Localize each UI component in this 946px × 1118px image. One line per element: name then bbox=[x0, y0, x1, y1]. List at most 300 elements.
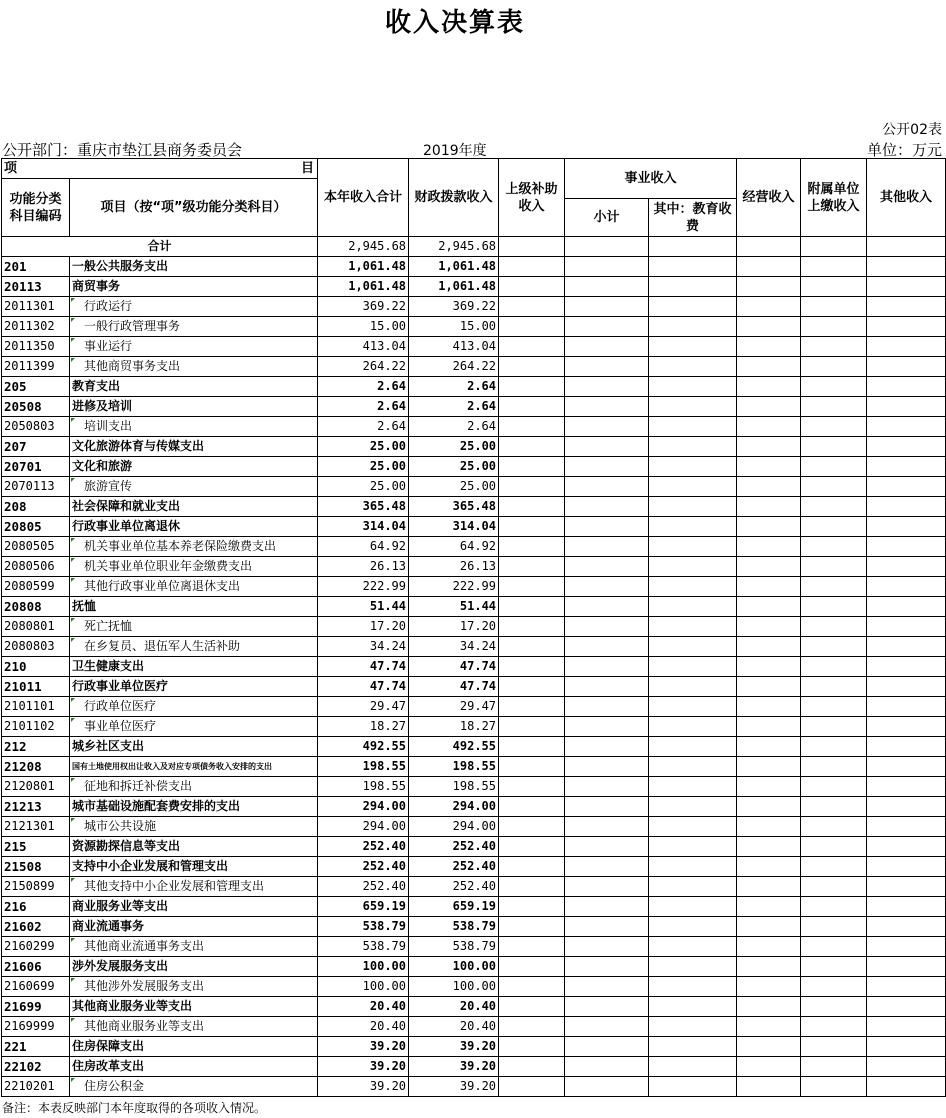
empty-cell bbox=[801, 257, 867, 277]
row-fiscal: 252.40 bbox=[409, 877, 499, 897]
empty-cell bbox=[565, 1037, 649, 1057]
row-name: 城市公共设施 bbox=[70, 817, 318, 837]
table-row bbox=[2, 697, 946, 717]
empty-cell bbox=[801, 577, 867, 597]
row-total: 100.00 bbox=[318, 977, 409, 997]
empty-cell bbox=[649, 617, 737, 637]
row-code: 20805 bbox=[2, 517, 70, 537]
row-fiscal: 492.55 bbox=[409, 737, 499, 757]
empty-cell bbox=[801, 897, 867, 917]
empty-cell bbox=[565, 757, 649, 777]
row-code: 2080599 bbox=[2, 577, 70, 597]
row-name: 社会保障和就业支出 bbox=[70, 497, 318, 517]
table-row bbox=[2, 337, 946, 357]
empty-cell bbox=[867, 537, 946, 557]
row-fiscal: 47.74 bbox=[409, 677, 499, 697]
table-row bbox=[2, 517, 946, 537]
empty-cell bbox=[565, 297, 649, 317]
empty-cell bbox=[867, 437, 946, 457]
row-total: 25.00 bbox=[318, 437, 409, 457]
empty-cell bbox=[649, 797, 737, 817]
row-total: 25.00 bbox=[318, 457, 409, 477]
row-total: 252.40 bbox=[318, 857, 409, 877]
row-name: 其他商业服务业等支出 bbox=[70, 997, 318, 1017]
row-total: 2.64 bbox=[318, 377, 409, 397]
empty-cell bbox=[649, 237, 737, 257]
empty-cell bbox=[565, 977, 649, 997]
income-table bbox=[1, 158, 946, 1097]
empty-cell bbox=[737, 417, 801, 437]
empty-cell bbox=[565, 437, 649, 457]
empty-cell bbox=[499, 257, 565, 277]
empty-cell bbox=[867, 857, 946, 877]
empty-cell bbox=[499, 757, 565, 777]
empty-cell bbox=[737, 357, 801, 377]
empty-cell bbox=[649, 597, 737, 617]
table-row bbox=[2, 317, 946, 337]
row-total: 538.79 bbox=[318, 937, 409, 957]
row-total: 25.00 bbox=[318, 477, 409, 497]
empty-cell bbox=[737, 257, 801, 277]
table-header bbox=[2, 159, 946, 237]
empty-cell bbox=[737, 677, 801, 697]
empty-cell bbox=[565, 517, 649, 537]
row-fiscal: 25.00 bbox=[409, 477, 499, 497]
empty-cell bbox=[737, 577, 801, 597]
empty-cell bbox=[867, 297, 946, 317]
header-total: 本年收入合计 bbox=[318, 159, 409, 237]
row-code: 21213 bbox=[2, 797, 70, 817]
row-total: 39.20 bbox=[318, 1037, 409, 1057]
empty-cell bbox=[801, 537, 867, 557]
empty-cell bbox=[565, 577, 649, 597]
row-code: 2169999 bbox=[2, 1017, 70, 1037]
empty-cell bbox=[867, 677, 946, 697]
row-fiscal: 538.79 bbox=[409, 917, 499, 937]
header-subtotal: 小计 bbox=[565, 199, 649, 237]
row-code: 2121301 bbox=[2, 817, 70, 837]
empty-cell bbox=[649, 837, 737, 857]
row-fiscal: 294.00 bbox=[409, 797, 499, 817]
row-fiscal: 20.40 bbox=[409, 997, 499, 1017]
table-row bbox=[2, 277, 946, 297]
empty-cell bbox=[801, 677, 867, 697]
table-row bbox=[2, 937, 946, 957]
empty-cell bbox=[499, 637, 565, 657]
empty-cell bbox=[649, 697, 737, 717]
empty-cell bbox=[801, 597, 867, 617]
empty-cell bbox=[801, 737, 867, 757]
empty-cell bbox=[649, 877, 737, 897]
row-name: 进修及培训 bbox=[70, 397, 318, 417]
empty-cell bbox=[801, 957, 867, 977]
empty-cell bbox=[801, 377, 867, 397]
row-total: 20.40 bbox=[318, 997, 409, 1017]
empty-cell bbox=[867, 317, 946, 337]
row-total: 20.40 bbox=[318, 1017, 409, 1037]
row-total: 17.20 bbox=[318, 617, 409, 637]
empty-cell bbox=[737, 277, 801, 297]
row-code: 2070113 bbox=[2, 477, 70, 497]
row-name: 卫生健康支出 bbox=[70, 657, 318, 677]
empty-cell bbox=[649, 477, 737, 497]
empty-cell bbox=[737, 657, 801, 677]
empty-cell bbox=[737, 437, 801, 457]
empty-cell bbox=[867, 837, 946, 857]
unit-label: 单位：万元 bbox=[866, 141, 942, 159]
empty-cell bbox=[565, 617, 649, 637]
empty-cell bbox=[565, 337, 649, 357]
table-row bbox=[2, 557, 946, 577]
empty-cell bbox=[499, 577, 565, 597]
empty-cell bbox=[867, 1037, 946, 1057]
form-number: 公开02表 bbox=[882, 122, 942, 138]
empty-cell bbox=[737, 977, 801, 997]
empty-cell bbox=[801, 1077, 867, 1097]
row-code: 22102 bbox=[2, 1057, 70, 1077]
empty-cell bbox=[499, 317, 565, 337]
row-name: 城市基础设施配套费安排的支出 bbox=[70, 797, 318, 817]
empty-cell bbox=[737, 757, 801, 777]
empty-cell bbox=[737, 477, 801, 497]
row-fiscal: 1,061.48 bbox=[409, 277, 499, 297]
table-row bbox=[2, 977, 946, 997]
empty-cell bbox=[801, 757, 867, 777]
row-name: 行政单位医疗 bbox=[70, 697, 318, 717]
empty-cell bbox=[565, 697, 649, 717]
table-row bbox=[2, 797, 946, 817]
row-name: 支持中小企业发展和管理支出 bbox=[70, 857, 318, 877]
row-total: 26.13 bbox=[318, 557, 409, 577]
row-fiscal: 222.99 bbox=[409, 577, 499, 597]
empty-cell bbox=[867, 817, 946, 837]
empty-cell bbox=[649, 937, 737, 957]
empty-cell bbox=[867, 597, 946, 617]
empty-cell bbox=[801, 497, 867, 517]
table-row bbox=[2, 817, 946, 837]
row-name: 征地和拆迁补偿支出 bbox=[70, 777, 318, 797]
row-code: 20508 bbox=[2, 397, 70, 417]
row-code: 215 bbox=[2, 837, 70, 857]
empty-cell bbox=[499, 277, 565, 297]
empty-cell bbox=[499, 417, 565, 437]
empty-cell bbox=[801, 697, 867, 717]
row-code: 2160699 bbox=[2, 977, 70, 997]
empty-cell bbox=[737, 917, 801, 937]
row-fiscal: 18.27 bbox=[409, 717, 499, 737]
empty-cell bbox=[867, 637, 946, 657]
empty-cell bbox=[867, 877, 946, 897]
empty-cell bbox=[499, 617, 565, 637]
row-code: 2080506 bbox=[2, 557, 70, 577]
empty-cell bbox=[565, 1017, 649, 1037]
table-row bbox=[2, 497, 946, 517]
row-name: 行政事业单位离退休 bbox=[70, 517, 318, 537]
table-row bbox=[2, 457, 946, 477]
row-code: 2101102 bbox=[2, 717, 70, 737]
empty-cell bbox=[737, 637, 801, 657]
empty-cell bbox=[737, 1057, 801, 1077]
empty-cell bbox=[801, 1037, 867, 1057]
empty-cell bbox=[801, 557, 867, 577]
empty-cell bbox=[649, 557, 737, 577]
row-name: 其他涉外发展服务支出 bbox=[70, 977, 318, 997]
empty-cell bbox=[737, 1017, 801, 1037]
empty-cell bbox=[737, 697, 801, 717]
empty-cell bbox=[737, 1037, 801, 1057]
page-title: 收入决算表 bbox=[384, 8, 525, 38]
row-name: 其他商业流通事务支出 bbox=[70, 937, 318, 957]
empty-cell bbox=[867, 457, 946, 477]
empty-cell bbox=[565, 1077, 649, 1097]
row-name: 商业服务业等支出 bbox=[70, 897, 318, 917]
row-total: 15.00 bbox=[318, 317, 409, 337]
row-total: 365.48 bbox=[318, 497, 409, 517]
empty-cell bbox=[801, 617, 867, 637]
empty-cell bbox=[801, 437, 867, 457]
row-total: 294.00 bbox=[318, 817, 409, 837]
row-code: 20113 bbox=[2, 277, 70, 297]
table-row bbox=[2, 657, 946, 677]
empty-cell bbox=[737, 717, 801, 737]
empty-cell bbox=[499, 697, 565, 717]
empty-cell bbox=[565, 637, 649, 657]
table-row bbox=[2, 897, 946, 917]
empty-cell bbox=[565, 937, 649, 957]
row-total: 222.99 bbox=[318, 577, 409, 597]
empty-cell bbox=[737, 317, 801, 337]
empty-cell bbox=[801, 937, 867, 957]
empty-cell bbox=[737, 797, 801, 817]
empty-cell bbox=[867, 737, 946, 757]
empty-cell bbox=[867, 897, 946, 917]
empty-cell bbox=[737, 297, 801, 317]
empty-cell bbox=[499, 917, 565, 937]
empty-cell bbox=[499, 977, 565, 997]
empty-cell bbox=[649, 917, 737, 937]
table-row bbox=[2, 257, 946, 277]
empty-cell bbox=[801, 457, 867, 477]
empty-cell bbox=[565, 897, 649, 917]
empty-cell bbox=[499, 957, 565, 977]
empty-cell bbox=[649, 1037, 737, 1057]
empty-cell bbox=[867, 757, 946, 777]
empty-cell bbox=[499, 497, 565, 517]
empty-cell bbox=[565, 357, 649, 377]
table-row bbox=[2, 917, 946, 937]
row-fiscal: 198.55 bbox=[409, 757, 499, 777]
header-name: 项目（按“项”级功能分类科目） bbox=[70, 179, 318, 237]
table-row bbox=[2, 1057, 946, 1077]
header-operating: 经营收入 bbox=[737, 159, 801, 237]
row-name: 城乡社区支出 bbox=[70, 737, 318, 757]
empty-cell bbox=[737, 597, 801, 617]
empty-cell bbox=[649, 277, 737, 297]
row-name: 住房保障支出 bbox=[70, 1037, 318, 1057]
empty-cell bbox=[649, 857, 737, 877]
row-fiscal: 264.22 bbox=[409, 357, 499, 377]
row-code: 2011399 bbox=[2, 357, 70, 377]
empty-cell bbox=[499, 437, 565, 457]
header-upper-subsidy: 上级补助收入 bbox=[499, 159, 565, 237]
row-fiscal: 100.00 bbox=[409, 977, 499, 997]
empty-cell bbox=[801, 397, 867, 417]
row-code: 21208 bbox=[2, 757, 70, 777]
empty-cell bbox=[499, 1037, 565, 1057]
empty-cell bbox=[499, 797, 565, 817]
table-row bbox=[2, 1037, 946, 1057]
row-fiscal: 29.47 bbox=[409, 697, 499, 717]
empty-cell bbox=[499, 297, 565, 317]
row-total: 198.55 bbox=[318, 777, 409, 797]
table-row bbox=[2, 857, 946, 877]
row-fiscal: 2.64 bbox=[409, 397, 499, 417]
row-total: 252.40 bbox=[318, 837, 409, 857]
row-fiscal: 365.48 bbox=[409, 497, 499, 517]
header-other: 其他收入 bbox=[867, 159, 946, 237]
row-name: 行政事业单位医疗 bbox=[70, 677, 318, 697]
row-total: 51.44 bbox=[318, 597, 409, 617]
empty-cell bbox=[801, 237, 867, 257]
empty-cell bbox=[737, 537, 801, 557]
empty-cell bbox=[649, 1077, 737, 1097]
empty-cell bbox=[867, 357, 946, 377]
row-fiscal: 47.74 bbox=[409, 657, 499, 677]
header-fiscal: 财政拨款收入 bbox=[409, 159, 499, 237]
row-code: 21606 bbox=[2, 957, 70, 977]
row-code: 21699 bbox=[2, 997, 70, 1017]
row-code: 2210201 bbox=[2, 1077, 70, 1097]
row-fiscal: 25.00 bbox=[409, 457, 499, 477]
row-name: 教育支出 bbox=[70, 377, 318, 397]
row-fiscal: 25.00 bbox=[409, 437, 499, 457]
row-code: 21011 bbox=[2, 677, 70, 697]
empty-cell bbox=[565, 277, 649, 297]
empty-cell bbox=[867, 517, 946, 537]
empty-cell bbox=[565, 457, 649, 477]
empty-cell bbox=[801, 797, 867, 817]
row-name: 抚恤 bbox=[70, 597, 318, 617]
row-fiscal: 39.20 bbox=[409, 1077, 499, 1097]
empty-cell bbox=[649, 677, 737, 697]
empty-cell bbox=[565, 777, 649, 797]
table-row bbox=[2, 617, 946, 637]
empty-cell bbox=[737, 337, 801, 357]
empty-cell bbox=[565, 997, 649, 1017]
header-mu: 目 bbox=[301, 161, 315, 176]
table-row bbox=[2, 877, 946, 897]
row-fiscal: 198.55 bbox=[409, 777, 499, 797]
table-row bbox=[2, 1077, 946, 1097]
empty-cell bbox=[867, 237, 946, 257]
row-code: 221 bbox=[2, 1037, 70, 1057]
row-code: 2150899 bbox=[2, 877, 70, 897]
row-name: 其他支持中小企业发展和管理支出 bbox=[70, 877, 318, 897]
total-row bbox=[2, 237, 946, 257]
empty-cell bbox=[499, 1017, 565, 1037]
row-name: 住房公积金 bbox=[70, 1077, 318, 1097]
row-total: 264.22 bbox=[318, 357, 409, 377]
empty-cell bbox=[867, 797, 946, 817]
empty-cell bbox=[737, 857, 801, 877]
empty-cell bbox=[565, 237, 649, 257]
row-code: 2080505 bbox=[2, 537, 70, 557]
row-total: 252.40 bbox=[318, 877, 409, 897]
empty-cell bbox=[801, 657, 867, 677]
row-code: 2011301 bbox=[2, 297, 70, 317]
empty-cell bbox=[801, 317, 867, 337]
empty-cell bbox=[499, 657, 565, 677]
empty-cell bbox=[565, 257, 649, 277]
table-row bbox=[2, 837, 946, 857]
row-total: 39.20 bbox=[318, 1057, 409, 1077]
empty-cell bbox=[565, 817, 649, 837]
row-code: 212 bbox=[2, 737, 70, 757]
empty-cell bbox=[499, 537, 565, 557]
row-total: 1,061.48 bbox=[318, 277, 409, 297]
empty-cell bbox=[737, 617, 801, 637]
row-name: 一般行政管理事务 bbox=[70, 317, 318, 337]
row-fiscal: 39.20 bbox=[409, 1057, 499, 1077]
table-row bbox=[2, 997, 946, 1017]
row-code: 20701 bbox=[2, 457, 70, 477]
empty-cell bbox=[867, 377, 946, 397]
row-name: 机关事业单位基本养老保险缴费支出 bbox=[70, 537, 318, 557]
empty-cell bbox=[867, 257, 946, 277]
empty-cell bbox=[737, 777, 801, 797]
row-code: 21602 bbox=[2, 917, 70, 937]
row-code: 205 bbox=[2, 377, 70, 397]
empty-cell bbox=[499, 597, 565, 617]
empty-cell bbox=[737, 557, 801, 577]
empty-cell bbox=[565, 1057, 649, 1077]
empty-cell bbox=[801, 997, 867, 1017]
row-fiscal: 20.40 bbox=[409, 1017, 499, 1037]
row-total: 413.04 bbox=[318, 337, 409, 357]
empty-cell bbox=[737, 937, 801, 957]
table-row bbox=[2, 537, 946, 557]
row-total: 294.00 bbox=[318, 797, 409, 817]
empty-cell bbox=[867, 917, 946, 937]
row-total: 659.19 bbox=[318, 897, 409, 917]
empty-cell bbox=[649, 757, 737, 777]
empty-cell bbox=[565, 957, 649, 977]
row-name: 商贸事务 bbox=[70, 277, 318, 297]
empty-cell bbox=[499, 777, 565, 797]
empty-cell bbox=[801, 877, 867, 897]
empty-cell bbox=[499, 677, 565, 697]
row-fiscal: 17.20 bbox=[409, 617, 499, 637]
empty-cell bbox=[649, 897, 737, 917]
row-code: 2080801 bbox=[2, 617, 70, 637]
table-row bbox=[2, 677, 946, 697]
empty-cell bbox=[649, 997, 737, 1017]
empty-cell bbox=[649, 457, 737, 477]
empty-cell bbox=[737, 837, 801, 857]
row-total: 2.64 bbox=[318, 397, 409, 417]
table-row bbox=[2, 417, 946, 437]
empty-cell bbox=[649, 737, 737, 757]
table-row bbox=[2, 777, 946, 797]
row-name: 在乡复员、退伍军人生活补助 bbox=[70, 637, 318, 657]
empty-cell bbox=[565, 717, 649, 737]
empty-cell bbox=[499, 237, 565, 257]
empty-cell bbox=[649, 257, 737, 277]
fiscal-year: 2019年度 bbox=[423, 143, 487, 159]
empty-cell bbox=[565, 317, 649, 337]
empty-cell bbox=[565, 837, 649, 857]
empty-cell bbox=[565, 537, 649, 557]
